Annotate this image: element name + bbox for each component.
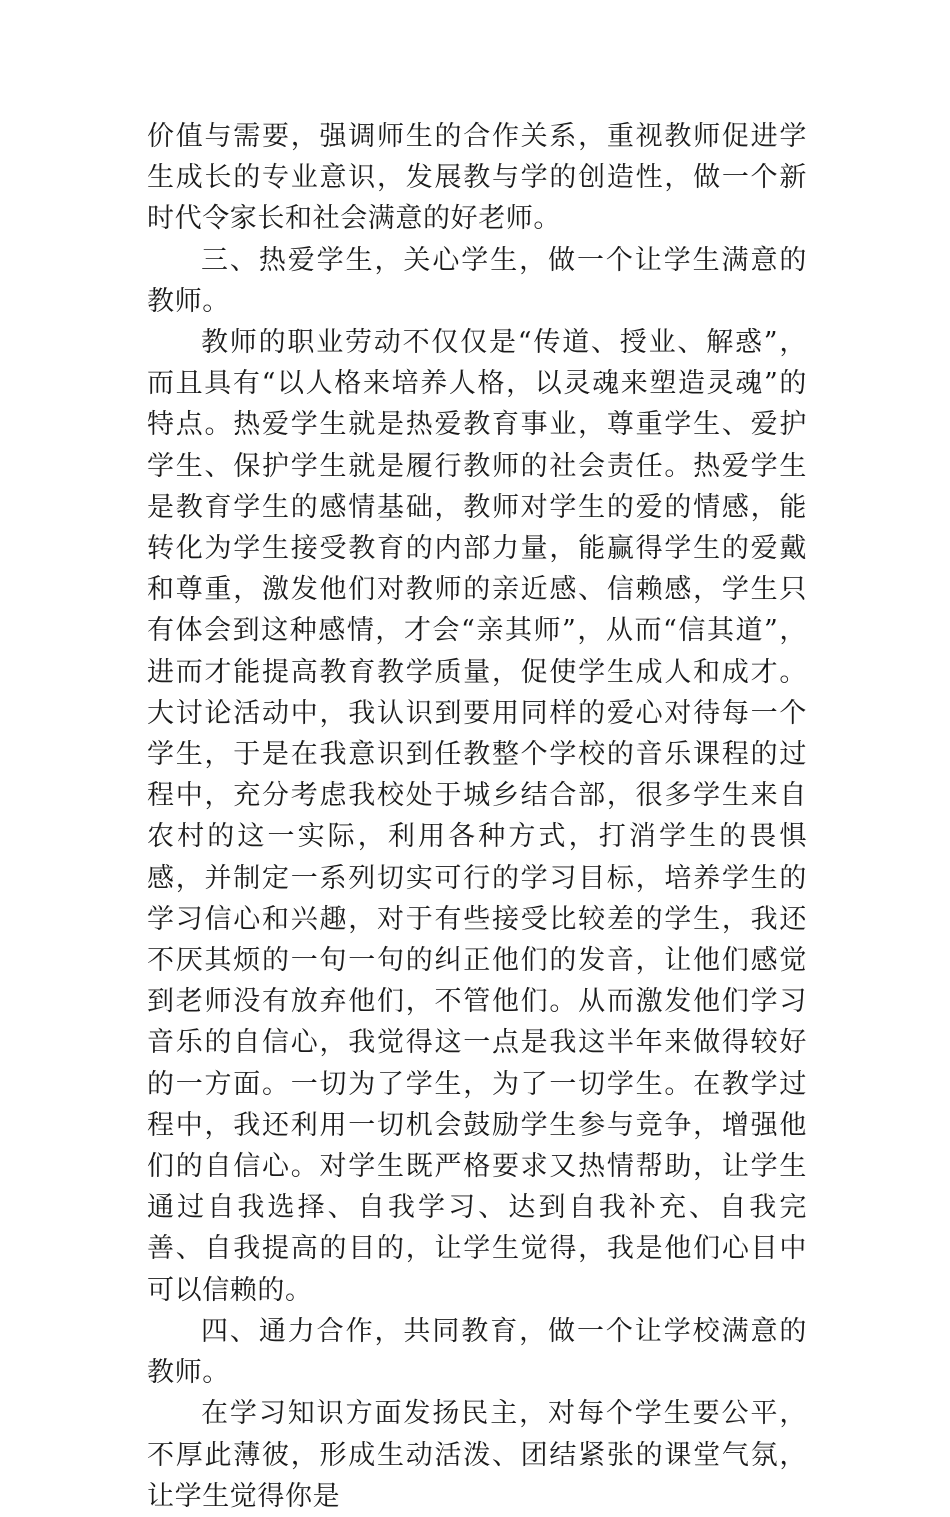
paragraph-love-students: 教师的职业劳动不仅仅是“传道、授业、解惑”，而且具有“以人格来培养人格，以灵魂来塑造灵魂”的特点。热爱学生就是热爱教育事业，尊重学生、爱护学生、保护学生就是履行教师的社会责任。热爱学生是教育学生的感情基础，教师对学生的爱的情感，能转化为学生接受教育的内部力量，能赢得学生的爱戴和尊重，激发他们对教师的亲近感、信赖感，学生只有体会到这种感情，才会“亲其师”，从而“信其道”，进而才能提高教育教学质量，促使学生成人和成才。大讨论活动中，我认识到要用同样的爱心对待每一个学生，于是在我意识到任教整个学校的音乐课程的过程中，充分考虑我校处于城乡结合部，很多学生来自农村的这一实际，利用各种方式，打消学生的畏惧感，并制定一系列切实可行的学习目标，培养学生的学习信心和兴趣，对于有些接受比较差的学生，我还不厌其烦的一句一句的纠正他们的发音，让他们感觉到老师没有放弃他们，不管他们。从而激发他们学习音乐的自信心，我觉得这一点是我这半年来做得较好的一方面。一切为了学生，为了一切学生。在教学过程中，我还利用一切机会鼓励学生参与竞争，增强他们的自信心。对学生既严格要求又热情帮助，让学生通过自我选择、自我学习、达到自我补充、自我完善、自我提高的目的，让学生觉得，我是他们心目中可以信赖的。 [147, 327, 807, 1306]
section-heading-four: 四、通力合作，共同教育，做一个让学校满意的教师。 [147, 1315, 807, 1389]
paragraph-continuation: 价值与需要，强调师生的合作关系，重视教师促进学生成长的专业意识，发展教与学的创造性，做一个新时代令家长和社会满意的好老师。 [147, 121, 807, 235]
paragraph-democracy: 在学习知识方面发扬民主，对每个学生要公平，不厚此薄彼，形成生动活泼、团结紧张的课堂气氛，让学生觉得你是 [147, 1398, 807, 1512]
section-heading-three: 三、热爱学生，关心学生，做一个让学生满意的教师。 [147, 244, 807, 317]
document-body [147, 116, 807, 1517]
